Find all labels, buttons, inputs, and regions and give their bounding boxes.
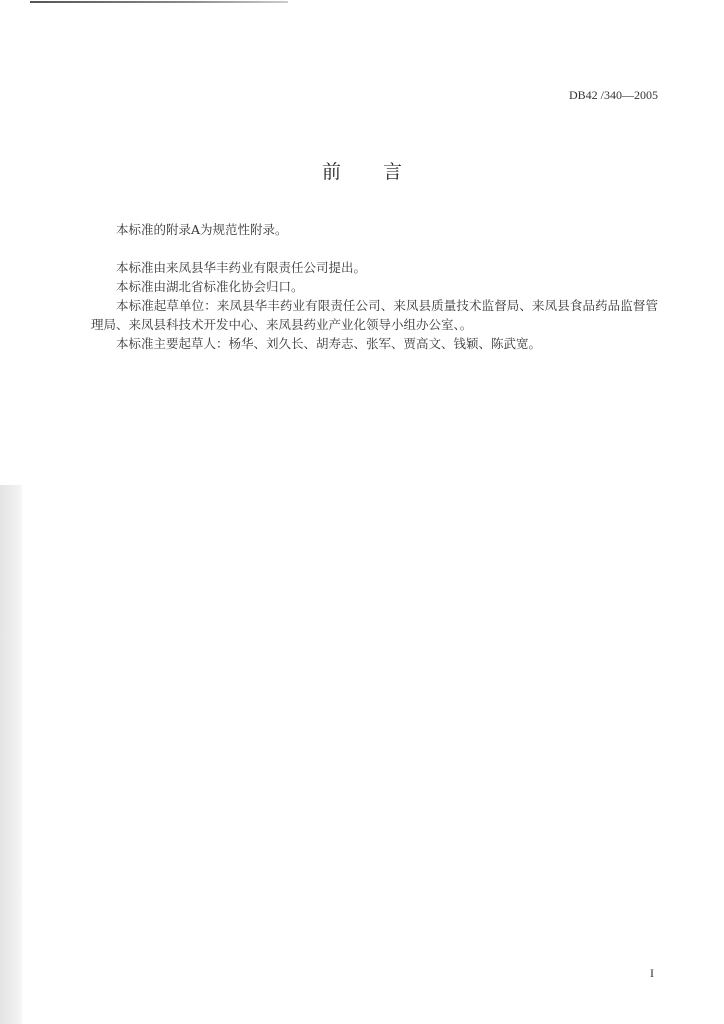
title-char-2: 言	[383, 161, 403, 183]
foreword-body	[91, 220, 658, 353]
scan-edge-strip	[0, 485, 22, 1024]
paragraph-administrator: 本标准由湖北省标准化协会归口。	[116, 279, 304, 294]
paragraph-appendix: 本标准的附录A为规范性附录。	[116, 222, 288, 237]
top-rule	[30, 1, 288, 3]
title-char-1: 前	[321, 161, 341, 183]
paragraph-proposer: 本标准由来凤县华丰药业有限责任公司提出。	[116, 260, 367, 275]
paragraph-drafters: 本标准主要起草人：杨华、刘久长、胡寿志、张军、贾高文、钱颖、陈武宽。	[116, 336, 542, 351]
page-number: I	[650, 966, 654, 980]
page-title	[0, 157, 724, 184]
document-code: DB42 /340—2005	[568, 88, 658, 102]
paragraph-drafting-units: 本标准起草单位：来凤县华丰药业有限责任公司、来凤县质量技术监督局、来凤县食品药品监督管理局、来凤县科技术开发中心、来凤县药业产业化领导小组办公室、。	[91, 298, 658, 332]
